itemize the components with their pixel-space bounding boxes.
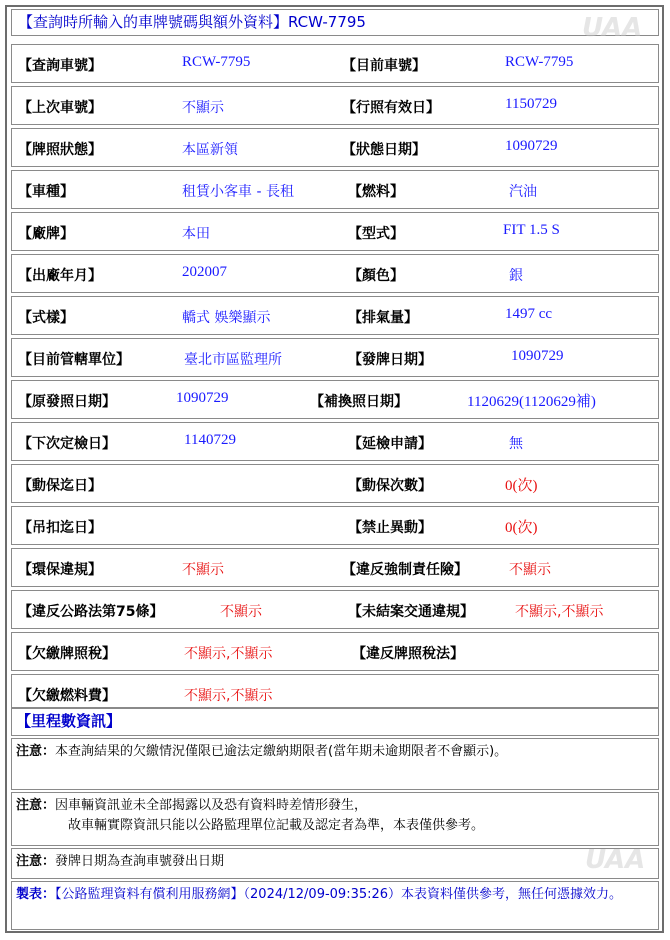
row-prev-plate: [11, 86, 659, 125]
note-text-line1: 因車輛資訊並未全部揭露以及恐有資料時差情形發生，: [55, 798, 368, 813]
value-unsettled-violation: 不顯示,不顯示: [515, 604, 604, 620]
note-text-line2: 故車輛實際資訊只能以公路監理單位記載及認定者為準，本表僅供參考。: [68, 818, 485, 833]
note-label: 注意：: [16, 798, 56, 813]
label-highway-law: 【違反公路法第75條】: [18, 604, 164, 620]
note-text: 發牌日期為查詢車號發出日期: [55, 854, 225, 869]
label-query-plate: 【查詢車號】: [18, 58, 102, 74]
value-unpaid-license-tax: 不顯示,不顯示: [184, 646, 273, 662]
label-color: 【顏色】: [348, 268, 404, 284]
footer-text: 本表資料僅供參考，無任何憑據效力。: [401, 887, 623, 902]
row-suspension: [11, 506, 659, 545]
note-label: 注意：: [16, 854, 56, 869]
note-label: 注意：: [16, 744, 56, 759]
label-lien-end: 【動保迄日】: [18, 478, 102, 494]
row-original-issue: [11, 380, 659, 419]
row-office: [11, 338, 659, 377]
value-vehicle-type: 租賃小客車 - 長租: [182, 184, 294, 200]
value-office: 臺北市區監理所: [184, 352, 282, 368]
value-highway-law: 不顯示: [220, 604, 262, 620]
label-issue-date: 【發牌日期】: [348, 352, 432, 368]
value-issue-date: 1090729: [511, 348, 564, 364]
value-license-valid: 1150729: [505, 96, 557, 112]
value-brand: 本田: [182, 226, 210, 242]
value-query-plate: RCW-7795: [182, 54, 251, 70]
value-unpaid-fuel-fee: 不顯示,不顯示: [184, 688, 273, 704]
label-vehicle-type: 【車種】: [18, 184, 74, 200]
label-next-inspection: 【下次定檢日】: [18, 436, 116, 452]
report-frame: [5, 5, 664, 933]
row-plate: [11, 44, 659, 83]
label-original-issue: 【原發照日期】: [18, 394, 116, 410]
value-prev-plate: 不顯示: [182, 100, 224, 116]
label-brand: 【廠牌】: [18, 226, 74, 242]
value-env-violation: 不顯示: [182, 562, 224, 578]
label-unpaid-license-tax: 【欠繳牌照稅】: [18, 646, 116, 662]
label-current-plate: 【目前車號】: [342, 58, 426, 74]
value-insurance-violation: 不顯示: [509, 562, 551, 578]
value-reissue-date: 1120629(1120629補): [467, 394, 596, 410]
row-lien: [11, 464, 659, 503]
label-fuel: 【燃料】: [348, 184, 404, 200]
label-plate-status: 【牌照狀態】: [18, 142, 102, 158]
label-env-violation: 【環保違規】: [18, 562, 102, 578]
label-status-date: 【狀態日期】: [342, 142, 426, 158]
row-manufacture: [11, 254, 659, 293]
footer-timestamp: （2024/12/09-09:35:26）: [243, 887, 402, 902]
label-suspension-end: 【吊扣迄日】: [18, 520, 102, 536]
label-license-valid: 【行照有效日】: [342, 100, 440, 116]
value-lien-count: 0(次): [505, 478, 538, 494]
label-manufacture-date: 【出廠年月】: [18, 268, 102, 284]
label-license-tax-violation: 【違反牌照稅法】: [352, 646, 464, 662]
note-arrears: [11, 738, 659, 790]
label-lien-count: 【動保次數】: [348, 478, 432, 494]
value-style: 轎式 娛樂顯示: [182, 310, 271, 326]
value-fuel: 汽油: [509, 184, 537, 200]
value-transfer-ban: 0(次): [505, 520, 538, 536]
value-displacement: 1497 cc: [505, 306, 553, 322]
mileage-section-title: 【里程數資訊】: [11, 707, 659, 736]
value-status-date: 1090729: [505, 138, 558, 154]
value-current-plate: RCW-7795: [505, 54, 574, 70]
footer-label: 製表：: [16, 887, 56, 902]
report-header: 【查詢時所輸入的車牌號碼與額外資料】RCW-7795: [11, 9, 659, 36]
value-color: 銀: [509, 268, 523, 284]
footer-service-link[interactable]: 【公路監理資料有償利用服務網】: [55, 887, 244, 902]
value-next-inspection: 1140729: [184, 432, 236, 448]
label-style: 【式樣】: [18, 310, 74, 326]
watermark-logo-top: UAA: [582, 13, 643, 43]
row-status: [11, 128, 659, 167]
label-model: 【型式】: [348, 226, 404, 242]
row-license-tax: [11, 632, 659, 671]
row-env-violation: [11, 548, 659, 587]
label-office: 【目前管轄單位】: [18, 352, 130, 368]
value-plate-status: 本區新領: [182, 142, 238, 158]
label-reissue-date: 【補換照日期】: [310, 394, 408, 410]
row-vehicle-type: [11, 170, 659, 209]
report-footer: [11, 881, 659, 930]
row-highway-law: [11, 590, 659, 629]
row-fuel-fee: [11, 674, 659, 709]
label-displacement: 【排氣量】: [348, 310, 418, 326]
label-insurance-violation: 【違反強制責任險】: [342, 562, 468, 578]
note-text: 本查詢結果的欠繳情況僅限已逾法定繳納期限者(當年期未逾期限者不會顯示)。: [55, 744, 508, 759]
label-unpaid-fuel-fee: 【欠繳燃料費】: [18, 688, 116, 704]
label-transfer-ban: 【禁止異動】: [348, 520, 432, 536]
value-model: FIT 1.5 S: [503, 222, 560, 238]
label-prev-plate: 【上次車號】: [18, 100, 102, 116]
note-issue-date: [11, 848, 659, 879]
value-manufacture-date: 202007: [182, 264, 227, 280]
row-brand: [11, 212, 659, 251]
watermark-logo-bottom: UAA: [585, 845, 646, 875]
value-deferral: 無: [509, 436, 523, 452]
label-deferral: 【延檢申請】: [348, 436, 432, 452]
label-unsettled-violation: 【未結案交通違規】: [348, 604, 474, 620]
row-inspection: [11, 422, 659, 461]
value-original-issue: 1090729: [176, 390, 229, 406]
row-style: [11, 296, 659, 335]
note-disclaimer: [11, 792, 659, 846]
